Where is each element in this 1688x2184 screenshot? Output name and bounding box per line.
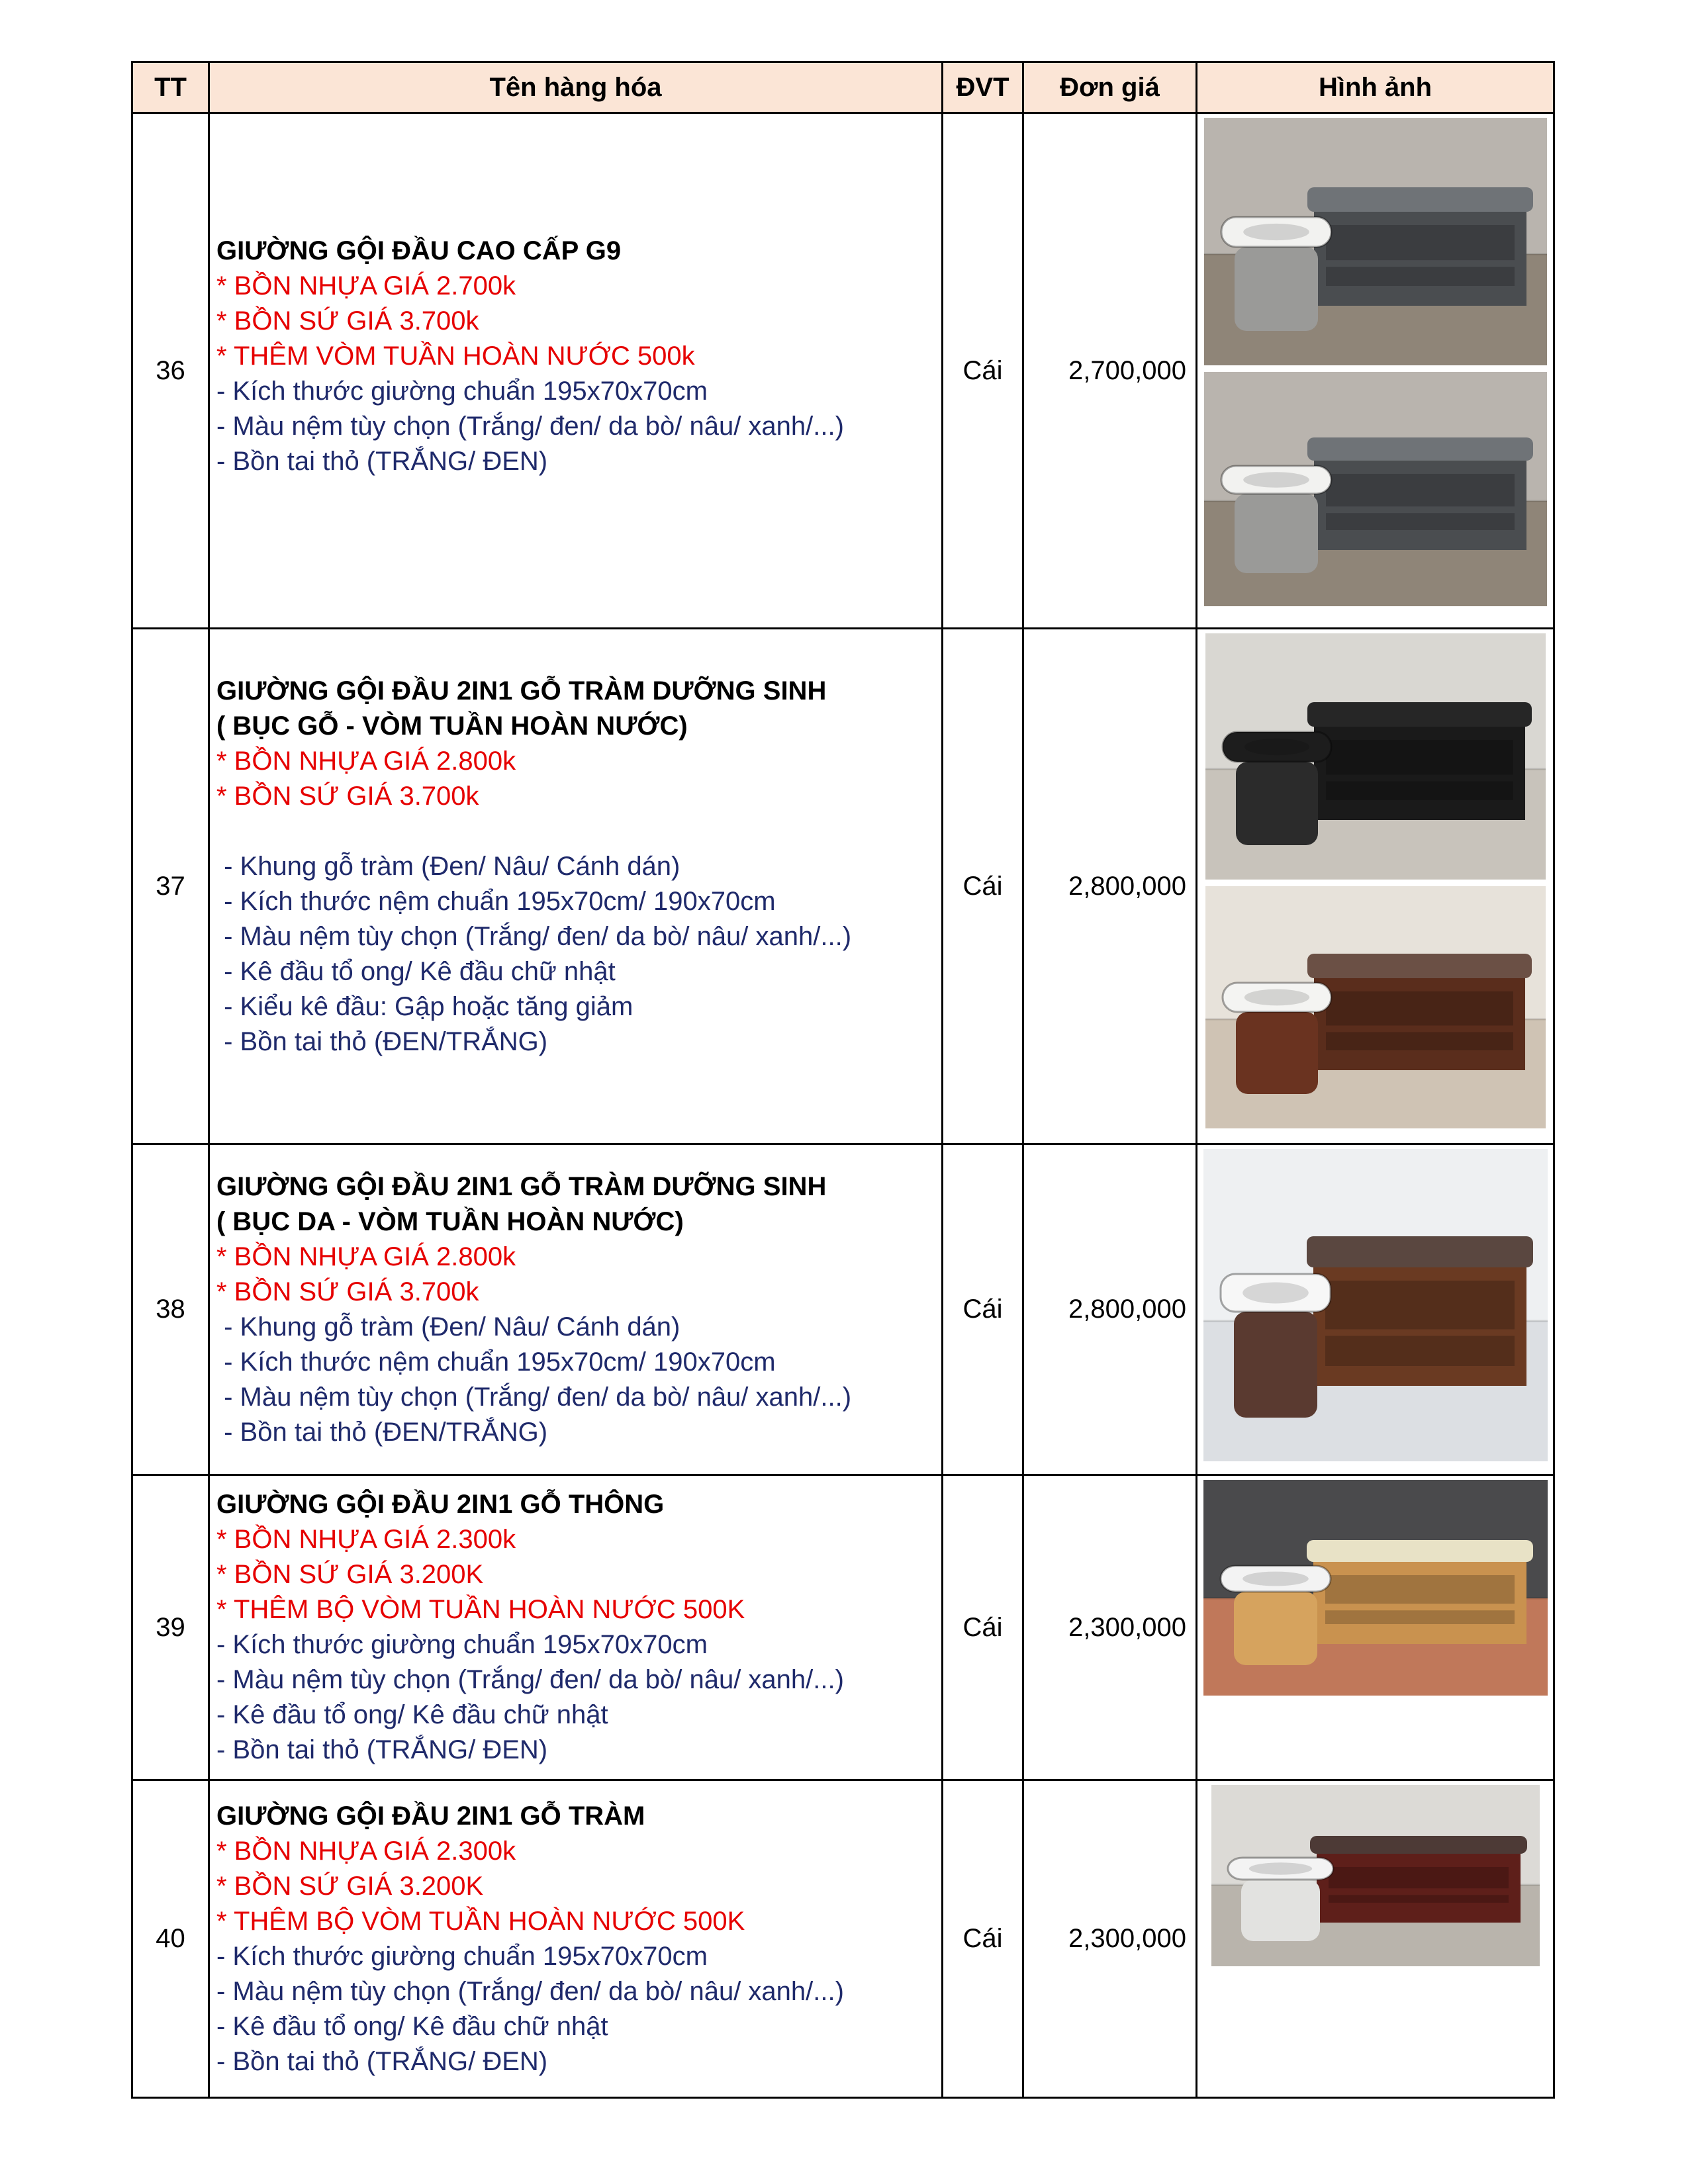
item-description xyxy=(209,1144,943,1475)
product-photo xyxy=(1203,1149,1548,1461)
item-number: 40 xyxy=(132,1780,209,2098)
spec-line: - Kích thước nệm chuẩn 195x70cm/ 190x70cm xyxy=(216,1347,776,1377)
unit: Cái xyxy=(943,1144,1023,1475)
header-name: Tên hàng hóa xyxy=(209,62,943,113)
spec-line: - Màu nệm tùy chọn (Trắng/ đen/ da bò/ nâu/ xanh/...) xyxy=(216,1976,844,2006)
price-option: * BỒN SỨ GIÁ 3.200K xyxy=(216,1871,484,1901)
spacer xyxy=(216,814,941,849)
product-images xyxy=(1197,1780,1554,2098)
table-row xyxy=(132,1780,1554,2098)
price-option: * BỒN NHỰA GIÁ 2.700k xyxy=(216,271,516,300)
product-images xyxy=(1197,1475,1554,1780)
unit: Cái xyxy=(943,113,1023,629)
price-option: * BỒN NHỰA GIÁ 2.300k xyxy=(216,1525,516,1554)
product-photo xyxy=(1204,372,1547,606)
item-number: 39 xyxy=(132,1475,209,1780)
product-images xyxy=(1197,1144,1554,1475)
price-option: * THÊM VÒM TUẦN HOÀN NƯỚC 500k xyxy=(216,341,695,371)
item-number: 36 xyxy=(132,113,209,629)
item-number: 38 xyxy=(132,1144,209,1475)
product-images xyxy=(1197,629,1554,1144)
header-price: Đơn giá xyxy=(1023,62,1197,113)
product-photo xyxy=(1203,1480,1548,1696)
header-unit: ĐVT xyxy=(943,62,1023,113)
spec-line: - Bồn tai thỏ (TRẮNG/ ĐEN) xyxy=(216,1735,548,1764)
spec-line: - Màu nệm tùy chọn (Trắng/ đen/ da bò/ nâu/ xanh/...) xyxy=(216,1665,844,1694)
spec-line: - Kích thước giường chuẩn 195x70x70cm xyxy=(216,1630,708,1659)
table-row xyxy=(132,1144,1554,1475)
unit-price: 2,300,000 xyxy=(1023,1475,1197,1780)
table-row xyxy=(132,1475,1554,1780)
spec-line: - Màu nệm tùy chọn (Trắng/ đen/ da bò/ nâu/ xanh/...) xyxy=(216,411,844,441)
unit: Cái xyxy=(943,629,1023,1144)
price-option: * BỒN SỨ GIÁ 3.200K xyxy=(216,1560,484,1589)
table-row xyxy=(132,629,1554,1144)
price-option: * BỒN NHỰA GIÁ 2.300k xyxy=(216,1836,516,1866)
item-description xyxy=(209,1475,943,1780)
product-title: GIƯỜNG GỘI ĐẦU 2IN1 GỖ TRÀM DƯỠNG SINH xyxy=(216,1171,827,1201)
spec-line: - Kê đầu tổ ong/ Kê đầu chữ nhật xyxy=(216,1700,608,1729)
product-title: GIƯỜNG GỘI ĐẦU CAO CẤP G9 xyxy=(216,236,622,265)
product-title: GIƯỜNG GỘI ĐẦU 2IN1 GỖ THÔNG xyxy=(216,1490,665,1519)
unit-price: 2,800,000 xyxy=(1023,629,1197,1144)
spec-line: - Kê đầu tổ ong/ Kê đầu chữ nhật xyxy=(216,2011,608,2041)
price-option: * BỒN SỨ GIÁ 3.700k xyxy=(216,781,479,811)
spec-line: - Kích thước giường chuẩn 195x70x70cm xyxy=(216,1941,708,1971)
spec-line: - Màu nệm tùy chọn (Trắng/ đen/ da bò/ nâu/ xanh/...) xyxy=(216,1382,852,1412)
spec-line: - Bồn tai thỏ (ĐEN/TRẮNG) xyxy=(216,1417,548,1447)
header-row xyxy=(132,62,1554,113)
price-option: * BỒN SỨ GIÁ 3.700k xyxy=(216,306,479,336)
spec-line: - Kích thước giường chuẩn 195x70x70cm xyxy=(216,376,708,406)
item-number: 37 xyxy=(132,629,209,1144)
spec-line: - Khung gỗ tràm (Đen/ Nâu/ Cánh dán) xyxy=(216,1312,680,1342)
spec-line: - Bồn tai thỏ (TRẮNG/ ĐEN) xyxy=(216,446,548,476)
header-image: Hình ảnh xyxy=(1197,62,1554,113)
price-option: * BỒN NHỰA GIÁ 2.800k xyxy=(216,1242,516,1271)
product-photo xyxy=(1204,118,1547,365)
price-option: * BỒN SỨ GIÁ 3.700k xyxy=(216,1277,479,1306)
item-description xyxy=(209,629,943,1144)
spec-line: - Kê đầu tổ ong/ Kê đầu chữ nhật xyxy=(216,956,616,986)
unit-price: 2,700,000 xyxy=(1023,113,1197,629)
product-title: ( BỤC GỖ - VÒM TUẦN HOÀN NƯỚC) xyxy=(216,711,688,741)
price-table xyxy=(131,61,1555,2099)
table-row xyxy=(132,113,1554,629)
product-photo xyxy=(1211,1785,1540,1966)
price-option: * THÊM BỘ VÒM TUẦN HOÀN NƯỚC 500K xyxy=(216,1906,745,1936)
spec-line: - Khung gỗ tràm (Đen/ Nâu/ Cánh dán) xyxy=(216,851,680,881)
product-photo xyxy=(1205,886,1546,1128)
product-title: GIƯỜNG GỘI ĐẦU 2IN1 GỖ TRÀM xyxy=(216,1801,645,1831)
spec-line: - Kích thước nệm chuẩn 195x70cm/ 190x70cm xyxy=(216,886,776,916)
unit-price: 2,300,000 xyxy=(1023,1780,1197,2098)
unit: Cái xyxy=(943,1780,1023,2098)
spec-line: - Bồn tai thỏ (TRẮNG/ ĐEN) xyxy=(216,2046,548,2076)
spec-line: - Màu nệm tùy chọn (Trắng/ đen/ da bò/ nâu/ xanh/...) xyxy=(216,921,852,951)
product-images xyxy=(1197,113,1554,629)
unit: Cái xyxy=(943,1475,1023,1780)
unit-price: 2,800,000 xyxy=(1023,1144,1197,1475)
price-option: * BỒN NHỰA GIÁ 2.800k xyxy=(216,746,516,776)
product-title: GIƯỜNG GỘI ĐẦU 2IN1 GỖ TRÀM DƯỠNG SINH xyxy=(216,676,827,705)
product-title: ( BỤC DA - VÒM TUẦN HOÀN NƯỚC) xyxy=(216,1206,684,1236)
header-tt: TT xyxy=(132,62,209,113)
item-description xyxy=(209,1780,943,2098)
product-photo xyxy=(1205,633,1546,880)
price-option: * THÊM BỘ VÒM TUẦN HOÀN NƯỚC 500K xyxy=(216,1595,745,1624)
item-description xyxy=(209,113,943,629)
spec-line: - Bồn tai thỏ (ĐEN/TRẮNG) xyxy=(216,1026,548,1056)
spec-line: - Kiểu kê đầu: Gập hoặc tăng giảm xyxy=(216,991,633,1021)
